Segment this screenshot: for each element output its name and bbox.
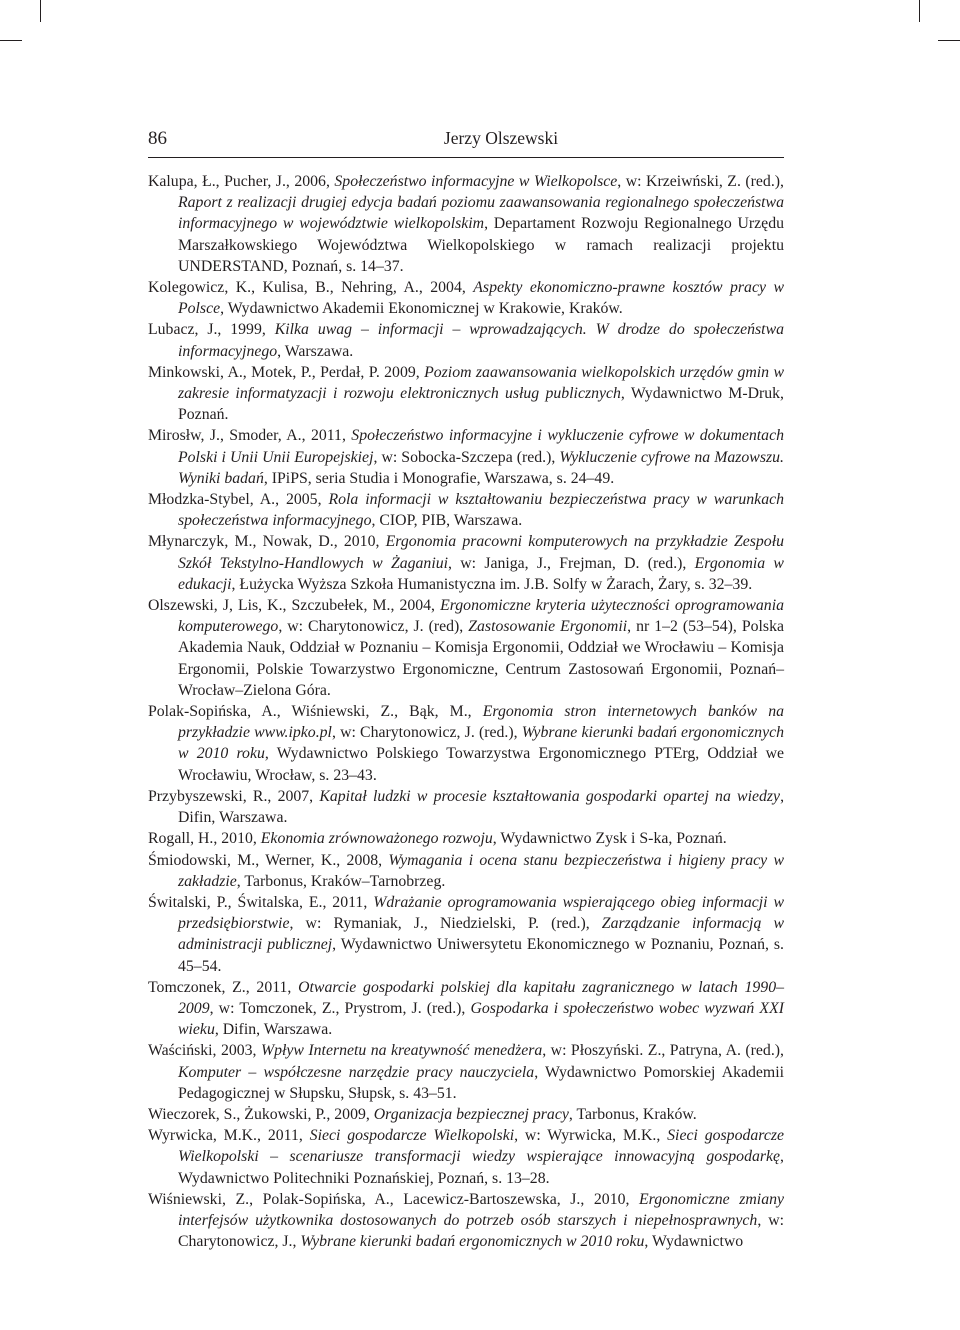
reference-entry: Młodzka-Stybel, A., 2005, Rola informacji w kształtowaniu bezpieczeństwa pracy w warunkach społeczeństwa informacyjnego, CIOP, PIB, Warszawa. (148, 491, 785, 530)
reference-entry: Kalupa, Ł., Pucher, J., 2006, Społeczeństwo informacyjne w Wielkopolsce, w: Krzeiwński, Z. (red.), Raport z realizacji drugiej edycja badań poziomu zaawansowania regionalnego społeczeństwa informacyjnego w województwie wielkopolskim, Departament Rozwoju Regionalnego Urzędu Marszałkowskiego Województwa Wielkopolskiego w ramach realizacji projektu UNDERSTAND, Poznań, s. 14–37. (148, 173, 784, 275)
reference-entry: Przybyszewski, R., 2007, Kapitał ludzki w procesie kształtowania gospodarki opartej na wiedzy, Difin, Warszawa. (148, 787, 785, 827)
reference-entry: Młynarczyk, M., Nowak, D., 2010, Ergonomia pracowni komputerowych na przykładzie Zespołu Szkół Tekstylno-Handlowych w Żaganiui, w: Janiga, J., Frejman, D. (red.), Ergonomia w edukacji, Łużycka Wyższa Szkoła Humanistyczna im. J.B. Solfy w Żarach, Żary, s. 32–39. (148, 533, 784, 593)
reference-entry: Olszewski, J, Lis, K., Szczubełek, M., 2004, Ergonomiczne kryteria użyteczności oprogramowania komputerowego, w: Charytonowicz, J. (red), Zastosowanie Ergonomii, nr 1–2 (53–54), Polska Akademia Nauk, Oddział w Poznaniu – Komisja Ergonomii, Oddział we Wrocławiu – Komisja Ergonomii, Polskie Towarzystwo Ergonomiczne, Centrum Zastosowań Ergonomii, Poznań–Wrocław–Zielona Góra. (148, 597, 784, 699)
crop-mark-top-left-vertical (40, 0, 41, 22)
reference-entry: Lubacz, J., 1999, Kilka uwag – informacji – wprowadzających. W drodze do społeczeństwa informacyjnego, Warszawa. (148, 321, 784, 360)
running-head: Jerzy Olszewski (443, 128, 559, 148)
page-header (148, 128, 784, 154)
reference-entry: Śmiodowski, M., Werner, K., 2008, Wymagania i ocena stanu bezpieczeństwa i higieny pracy w zakładzie, Tarbonus, Kraków–Tarnobrzeg. (148, 851, 784, 890)
page-number: 86 (148, 128, 167, 149)
reference-entry: Mirosłw, J., Smoder, A., 2011, Społeczeństwo informacyjne i wykluczenie cyfrowe w dokumentach Polski i Unii Unii Europejskiej, w: Sobocka-Szczepa (red.), Wykluczenie cyfrowe na Mazowszu. Wyniki badań, IPiPS, seria Studia i Monografie, Warszawa, s. 24–49. (148, 427, 784, 487)
reference-list (148, 171, 784, 1252)
crop-mark-top-right-vertical (919, 0, 920, 22)
reference-entry: Świtalski, P., Świtalska, E., 2011, Wdrażanie oprogramowania wspierającego obieg informacji w przedsiębiorstwie, w: Rymaniak, J., Niedzielski, P. (red.), Zarządzanie informacją w administracji publicznej, Wydawnictwo Uniwersytetu Ekonomicznego w Poznaniu, Poznań, s. 45–54. (148, 893, 784, 975)
reference-entry: Waściński, 2003, Wpływ Internetu na kreatywność menedżera, w: Płoszyński. Z., Patryna, A. (red.), Komputer – współczesne narzędzie pracy nauczyciela, Wydawnictwo Pomorskiej Akademii Pedagogicznej w Słupsku, Słupsk, s. 43–51. (148, 1042, 784, 1102)
reference-entry: Tomczonek, Z., 2011, Otwarcie gospodarki polskiej dla kapitału zagranicznego w latach 1990–2009, w: Tomczonek, Z., Prystrom, J. (red.), Gospodarka i społeczeństwo wobec wyzwań XXI wieku, Difin, Warszawa. (148, 978, 784, 1039)
reference-entry: Wiśniewski, Z., Polak-Sopińska, A., Lacewicz-Bartoszewska, J., 2010, Ergonomiczne zmiany interfejsów użytkownika dostosowanych do potrzeb osób starszych i niepełnosprawnych, w: Charytonowicz, J., Wybrane kierunki badań ergonomicznych w 2010 roku, Wydawnictwo (148, 1190, 785, 1251)
reference-entry: Wyrwicka, M.K., 2011, Sieci gospodarcze Wielkopolski, w: Wyrwicka, M.K., Sieci gospodarcze Wielkopolski – scenariusze transformacji wiedzy wspierające innowacyjną gospodarkę, Wydawnictwo Politechniki Poznańskiej, Poznań, s. 13–28. (148, 1127, 784, 1187)
crop-mark-top-left-horizontal (0, 40, 22, 41)
reference-entry: Rogall, H., 2010, Ekonomia zrównoważonego rozwoju, Wydawnictwo Zysk i S-ka, Poznań. (148, 830, 727, 848)
reference-entry: Polak-Sopińska, A., Wiśniewski, Z., Bąk, M., Ergonomia stron internetowych banków na przykładzie www.ipko.pl, w: Charytonowicz, J. (red.), Wybrane kierunki badań ergonomicznych w 2010 roku, Wydawnictwo Polskiego Towarzystwa Ergonomicznego PTErg, Oddział we Wrocławiu, Wrocław, s. 23–43. (148, 703, 785, 784)
header-rule (148, 157, 784, 158)
reference-entry: Kolegowicz, K., Kulisa, B., Nehring, A., 2004, Aspekty ekonomiczno-prawne kosztów pracy w Polsce, Wydawnictwo Akademii Ekonomicznej w Krakowie, Kraków. (148, 279, 784, 318)
reference-entry: Wieczorek, S., Żukowski, P., 2009, Organizacja bezpiecznej pracy, Tarbonus, Kraków. (148, 1105, 697, 1123)
crop-mark-top-right-horizontal (938, 40, 960, 41)
reference-entry: Minkowski, A., Motek, P., Perdał, P. 2009, Poziom zaawansowania wielkopolskich urzędów gmin w zakresie informatyzacji i rozwoju elektronicznych usług publicznych, Wydawnictwo M-Druk, Poznań. (148, 363, 784, 424)
